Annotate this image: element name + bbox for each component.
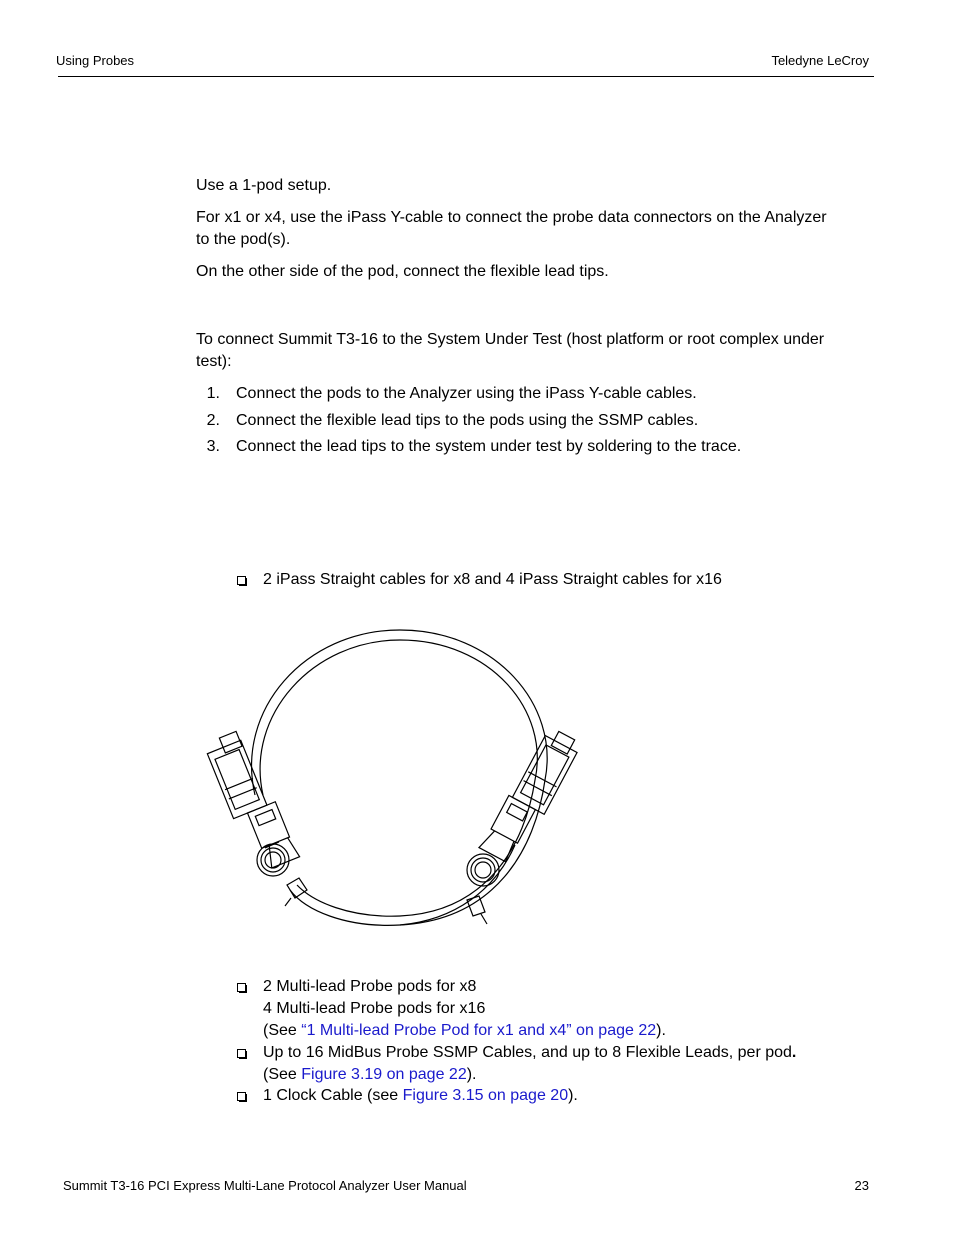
checklist-ssmp-see — [263, 1064, 477, 1086]
link-figure-3-15[interactable]: Figure 3.15 on page 20 — [402, 1087, 569, 1104]
step-text: Connect the pods to the Analyzer using the iPass Y-cable cables. — [236, 385, 697, 402]
paragraph-ycable-line1: For x1 or x4, use the iPass Y-cable to connect the probe data connectors on the Analyzer — [196, 209, 827, 226]
checklist-clock-cable — [263, 1085, 578, 1107]
header-section-title: Using Probes — [56, 53, 135, 68]
checkbox-bullet-icon — [237, 1049, 246, 1058]
ssmp-cables-period: . — [791, 1044, 797, 1061]
paragraph-ycable-line2: to the pod(s). — [196, 231, 291, 248]
see-suffix: ). — [656, 1022, 666, 1039]
see-prefix: (See — [263, 1022, 302, 1039]
step-text: Connect the lead tips to the system under test by soldering to the trace. — [236, 438, 742, 455]
ipass-straight-cable-illustration — [195, 620, 585, 940]
see-suffix: ). — [466, 1066, 477, 1083]
see-prefix: (See — [263, 1066, 302, 1083]
paragraph-lead-tips: On the other side of the pod, connect the flexible lead tips. — [196, 263, 609, 280]
step-number: 1. — [206, 385, 220, 402]
checklist-probe-pods-see — [263, 1020, 666, 1042]
checkbox-bullet-icon — [237, 576, 246, 585]
paragraph-pod-setup: Use a 1-pod setup. — [196, 177, 332, 194]
clock-cable-suffix: ). — [568, 1087, 578, 1104]
header-rule — [58, 76, 874, 77]
ssmp-cables-text: Up to 16 MidBus Probe SSMP Cables, and up to 8 Flexible Leads, per pod — [263, 1044, 792, 1061]
checklist-ipass-cables: 2 iPass Straight cables for x8 and 4 iPass Straight cables for x16 — [263, 571, 722, 588]
footer-page-number: 23 — [854, 1178, 869, 1193]
header-company: Teledyne LeCroy — [771, 53, 869, 68]
step-number: 3. — [206, 438, 220, 455]
clock-cable-text: 1 Clock Cable (see — [263, 1087, 403, 1104]
checklist-ssmp-cables — [263, 1042, 796, 1064]
step-text: Connect the flexible lead tips to the pods using the SSMP cables. — [236, 412, 699, 429]
checklist-probe-pods-x16: 4 Multi-lead Probe pods for x16 — [263, 1000, 486, 1017]
link-multi-lead-probe-pod[interactable]: “1 Multi-lead Probe Pod for x1 and x4” on page 22 — [301, 1022, 657, 1039]
footer-manual-title: Summit T3-16 PCI Express Multi-Lane Protocol Analyzer User Manual — [63, 1178, 467, 1193]
paragraph-connect-intro-line2: test): — [196, 353, 232, 370]
checkbox-bullet-icon — [237, 983, 246, 992]
checkbox-bullet-icon — [237, 1092, 246, 1101]
paragraph-connect-intro-line1: To connect Summit T3-16 to the System Under Test (host platform or root complex under — [196, 331, 825, 348]
checklist-probe-pods-x8: 2 Multi-lead Probe pods for x8 — [263, 978, 477, 995]
step-number: 2. — [206, 412, 220, 429]
link-figure-3-19[interactable]: Figure 3.19 on page 22 — [301, 1066, 467, 1083]
